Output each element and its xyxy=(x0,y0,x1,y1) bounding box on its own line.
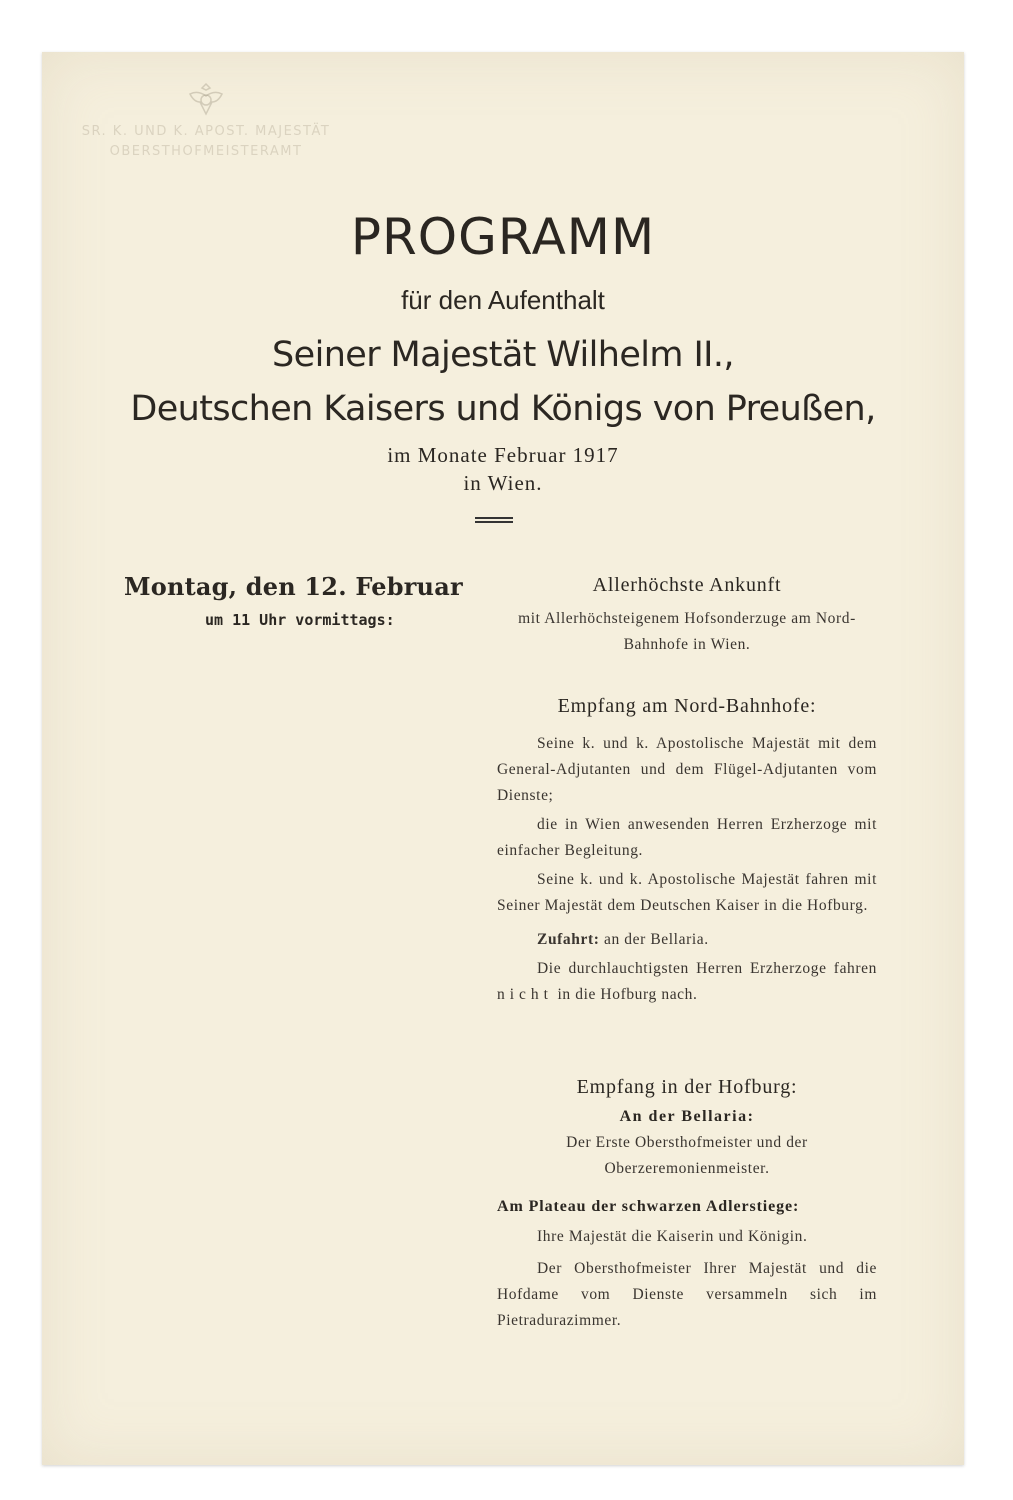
hofburg-section xyxy=(497,1074,877,1334)
arrival-heading: Allerhöchste Ankunft xyxy=(592,574,782,596)
plateau-text-2: Der Obersthofmeister Ihrer Majestät und die Hofdame vom Dienste versammeln sich im Pietradurazimmer. xyxy=(497,1260,877,1329)
reception-paragraph-3: Seine k. und k. Apostolische Majestät fahren mit Seiner Majestät dem Deutschen Kaiser in die Hofburg. xyxy=(497,871,877,914)
stamp-line-1: SR. K. UND K. APOST. MAJESTÄT xyxy=(81,124,331,139)
plateau-subheading: Am Plateau der schwarzen Adlerstiege: xyxy=(497,1198,800,1215)
zufahrt-label: Zufahrt: xyxy=(537,931,600,948)
double-rule-divider xyxy=(475,517,513,523)
archdukes-text-end: in die Hofburg nach. xyxy=(557,986,698,1003)
reception-paragraph-1: Seine k. und k. Apostolische Majestät mit dem General-Adjutanten und dem Flügel-Adjutanten vom Dienste; xyxy=(497,735,877,804)
subtitle: für den Aufenthalt xyxy=(401,285,605,315)
document-page xyxy=(42,52,964,1465)
date-line-1: im Monate Februar 1917 xyxy=(387,443,619,467)
crest-icon xyxy=(184,80,228,120)
arrival-text: mit Allerhöchsteigenem Hofsonderzuge am Nord-Bahnhofe in Wien. xyxy=(518,610,856,653)
archdukes-text-start: Die durchlauchtigsten Herren Erzherzoge fahren xyxy=(537,960,877,977)
arrival-section xyxy=(497,572,877,658)
reception-section xyxy=(497,693,877,1008)
time-label: um 11 Uhr vormittags: xyxy=(205,611,395,629)
archdukes-paragraph xyxy=(497,956,877,1008)
archdukes-nicht: nicht xyxy=(497,986,553,1003)
hofburg-heading: Empfang in der Hofburg: xyxy=(576,1076,798,1098)
plateau-text-1: Ihre Majestät die Kaiserin und Königin. xyxy=(537,1228,808,1245)
reception-paragraph-2: die in Wien anwesenden Herren Erzherzoge mit einfacher Begleitung. xyxy=(497,816,877,859)
name-line-2: Deutschen Kaisers und Königs von Preußen, xyxy=(130,389,876,429)
date-line-2: in Wien. xyxy=(463,471,543,495)
blind-stamp xyxy=(76,80,336,162)
day-heading: Montag, den 12. Februar xyxy=(124,572,463,601)
reception-heading: Empfang am Nord-Bahnhofe: xyxy=(557,695,817,717)
bellaria-subheading: An der Bellaria: xyxy=(619,1108,755,1125)
page-title: PROGRAMM xyxy=(350,208,656,266)
stamp-line-2: OBERSTHOFMEISTERAMT xyxy=(109,144,303,159)
bellaria-text: Der Erste Obersthofmeister und der Oberzeremonienmeister. xyxy=(566,1134,808,1177)
zufahrt-line xyxy=(497,927,877,953)
name-line-1: Seiner Majestät Wilhelm II., xyxy=(272,335,734,375)
zufahrt-text: an der Bellaria. xyxy=(603,931,709,948)
